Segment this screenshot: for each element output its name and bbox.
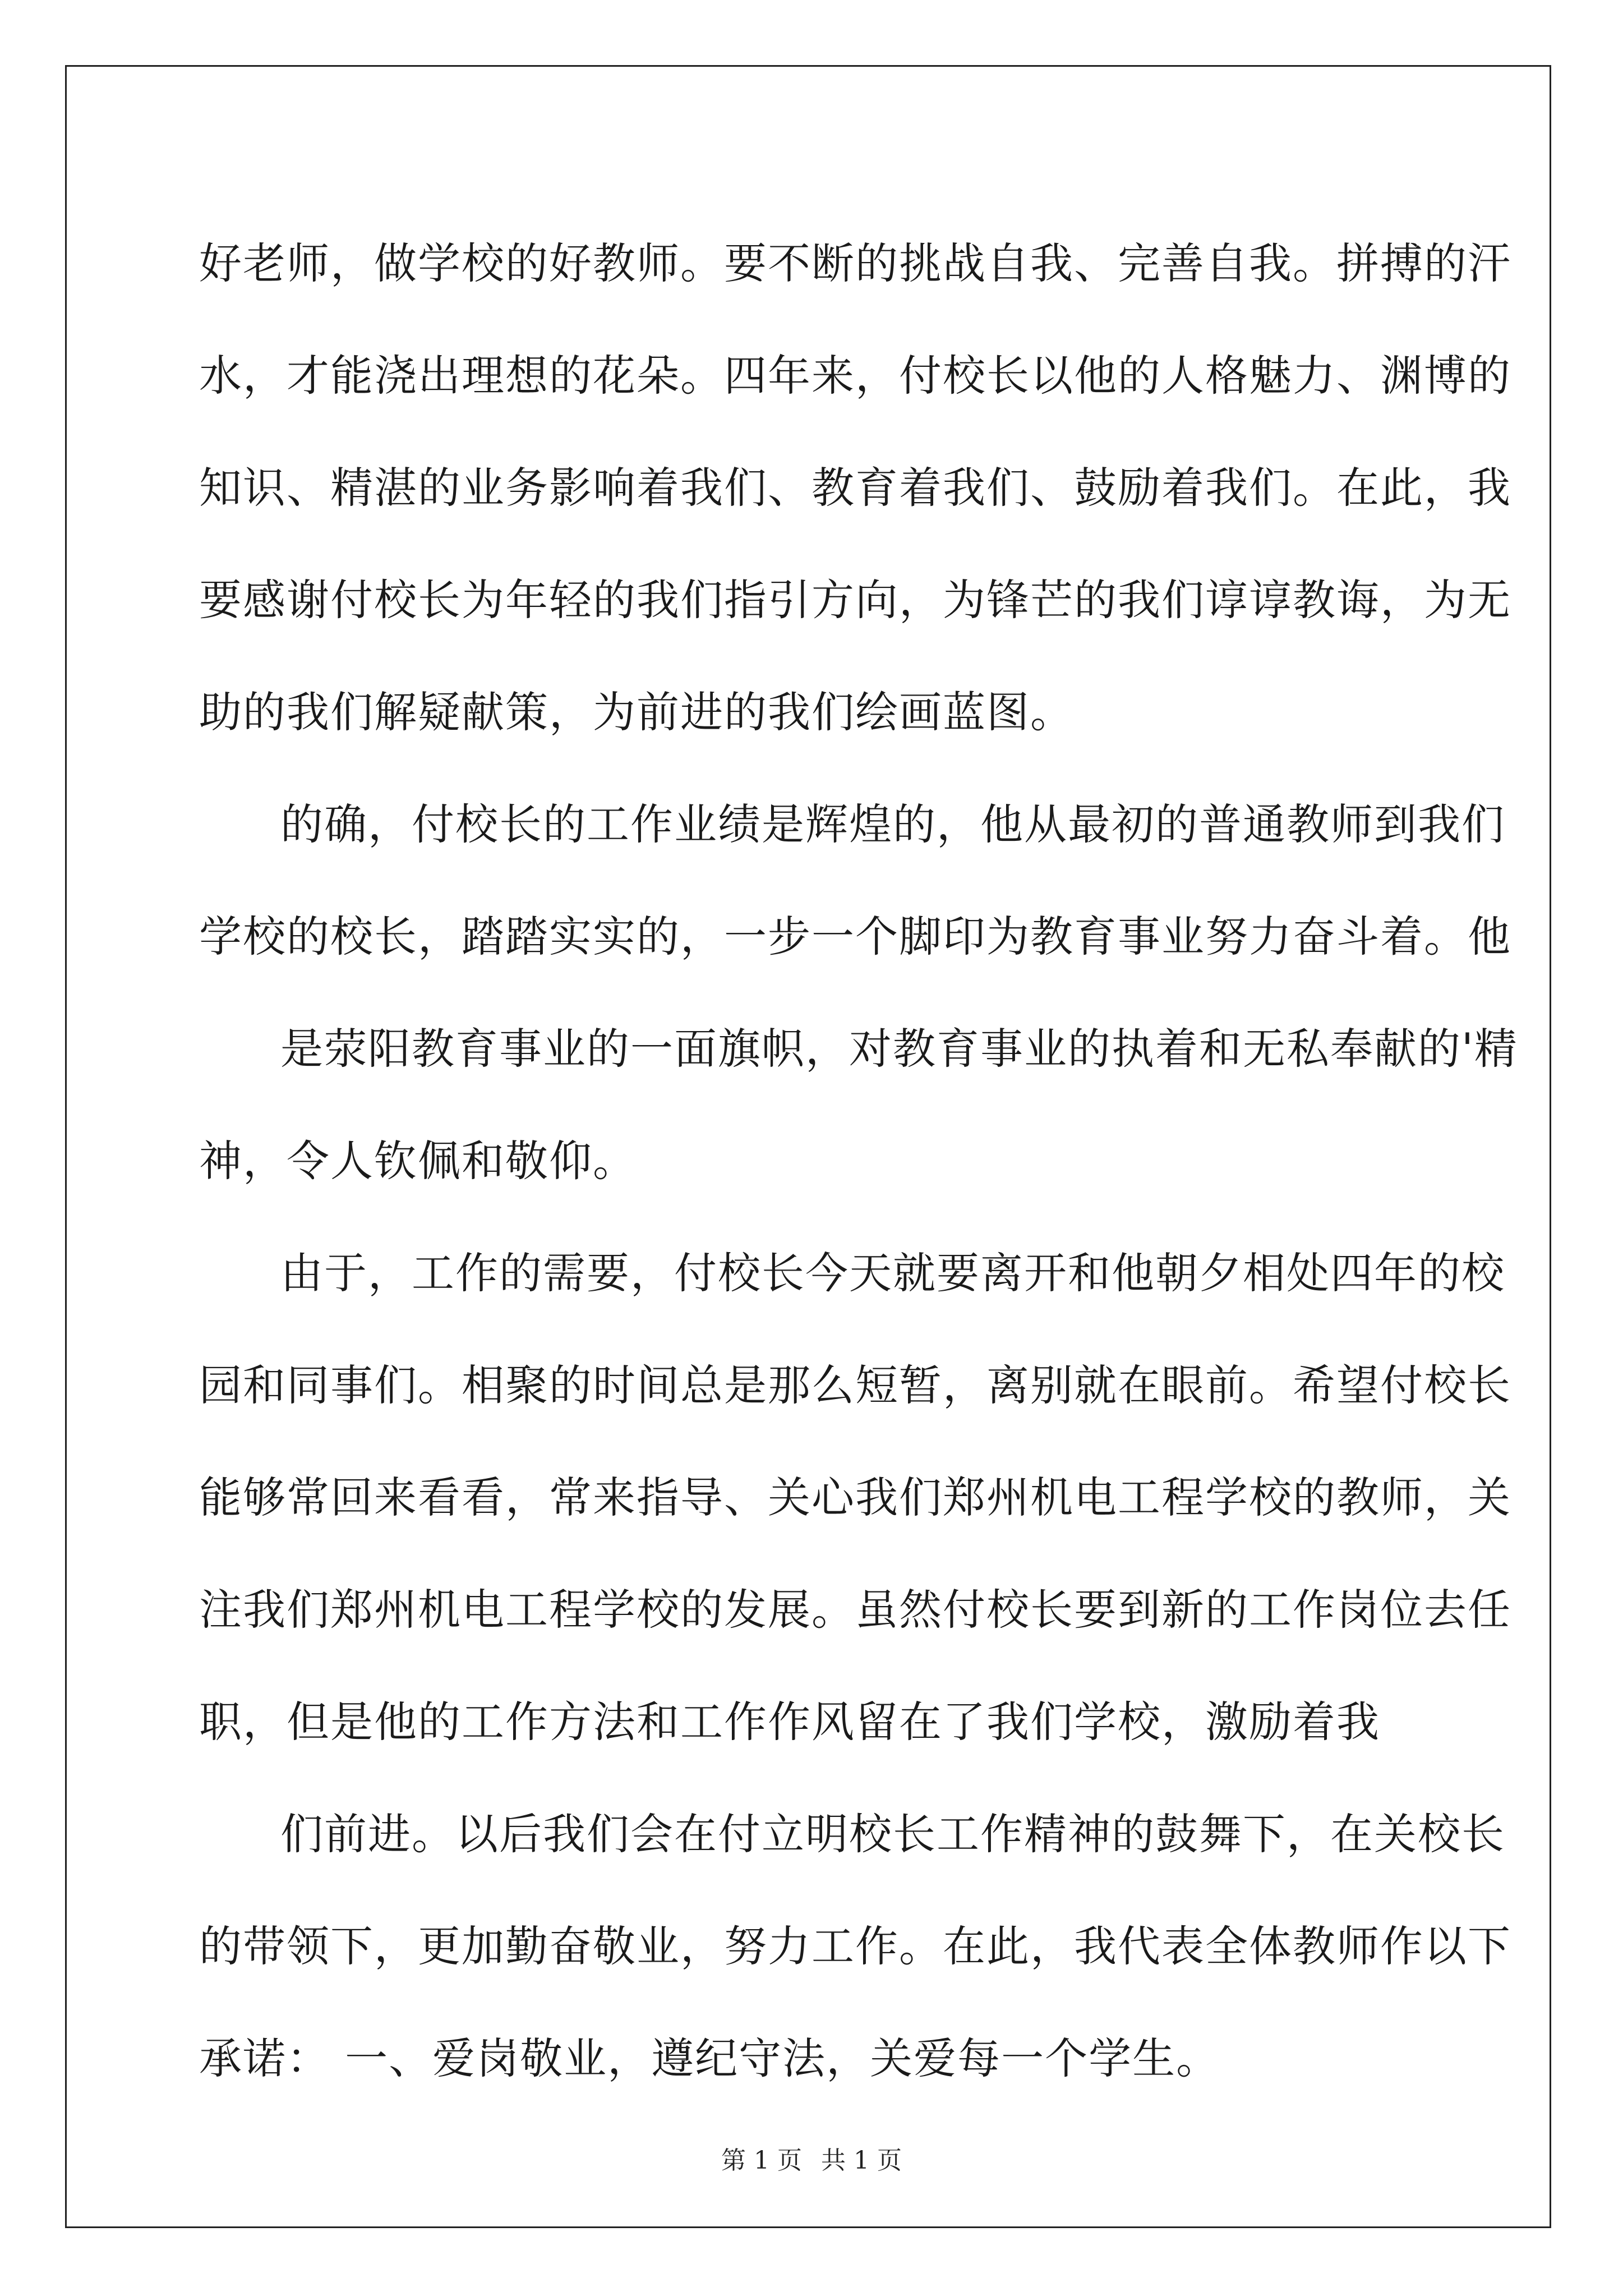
text-line-4: 要感谢付校长为年轻的我们指引方向，为锋芒的我们谆谆教诲，为无 xyxy=(199,575,1511,625)
text-line-13: 注我们郑州机电工程学校的发展。虽然付校长要到新的工作岗位去任 xyxy=(199,1585,1511,1635)
page-total: 共 1 页 xyxy=(821,2146,902,2175)
text-line-10: 由于，工作的需要，付校长今天就要离开和他朝夕相处四年的校 xyxy=(280,1248,1505,1298)
text-line-11: 园和同事们。相聚的时间总是那么短暂，离别就在眼前。希望付校长 xyxy=(199,1360,1511,1410)
text-line-5: 助的我们解疑献策，为前进的我们绘画蓝图。 xyxy=(199,687,1074,737)
page-number: 第 1 页 xyxy=(721,2146,802,2175)
text-line-12: 能够常回来看看，常来指导、关心我们郑州机电工程学校的教师，关 xyxy=(199,1473,1511,1522)
text-line-15: 们前进。以后我们会在付立明校长工作精神的鼓舞下，在关校长 xyxy=(280,1809,1505,1859)
text-line-6: 的确，付校长的工作业绩是辉煌的，他从最初的普通教师到我们 xyxy=(280,799,1505,849)
text-line-9: 神，令人钦佩和敬仰。 xyxy=(199,1136,637,1186)
text-line-8: 是荥阳教育事业的一面旗帜，对教育事业的执着和无私奉献的'精 xyxy=(280,1024,1518,1074)
text-line-16: 的带领下，更加勤奋敬业，努力工作。在此，我代表全体教师作以下 xyxy=(199,1921,1511,1971)
text-line-14: 职，但是他的工作方法和工作作风留在了我们学校，激励着我 xyxy=(199,1697,1380,1747)
document-body xyxy=(199,208,1518,2115)
page-footer xyxy=(0,2140,1623,2176)
text-line-1: 好老师，做学校的好教师。要不断的挑战自我、完善自我。拼搏的汗 xyxy=(199,238,1511,288)
text-line-17: 承诺： 一、爱岗敬业，遵纪守法，关爱每一个学生。 xyxy=(199,2033,1220,2083)
text-line-7: 学校的校长，踏踏实实的，一步一个脚印为教育事业努力奋斗着。他 xyxy=(199,912,1511,961)
text-line-2: 水，才能浇出理想的花朵。四年来，付校长以他的人格魅力、渊博的 xyxy=(199,351,1511,401)
text-line-3: 知识、精湛的业务影响着我们、教育着我们、鼓励着我们。在此，我 xyxy=(199,463,1511,513)
